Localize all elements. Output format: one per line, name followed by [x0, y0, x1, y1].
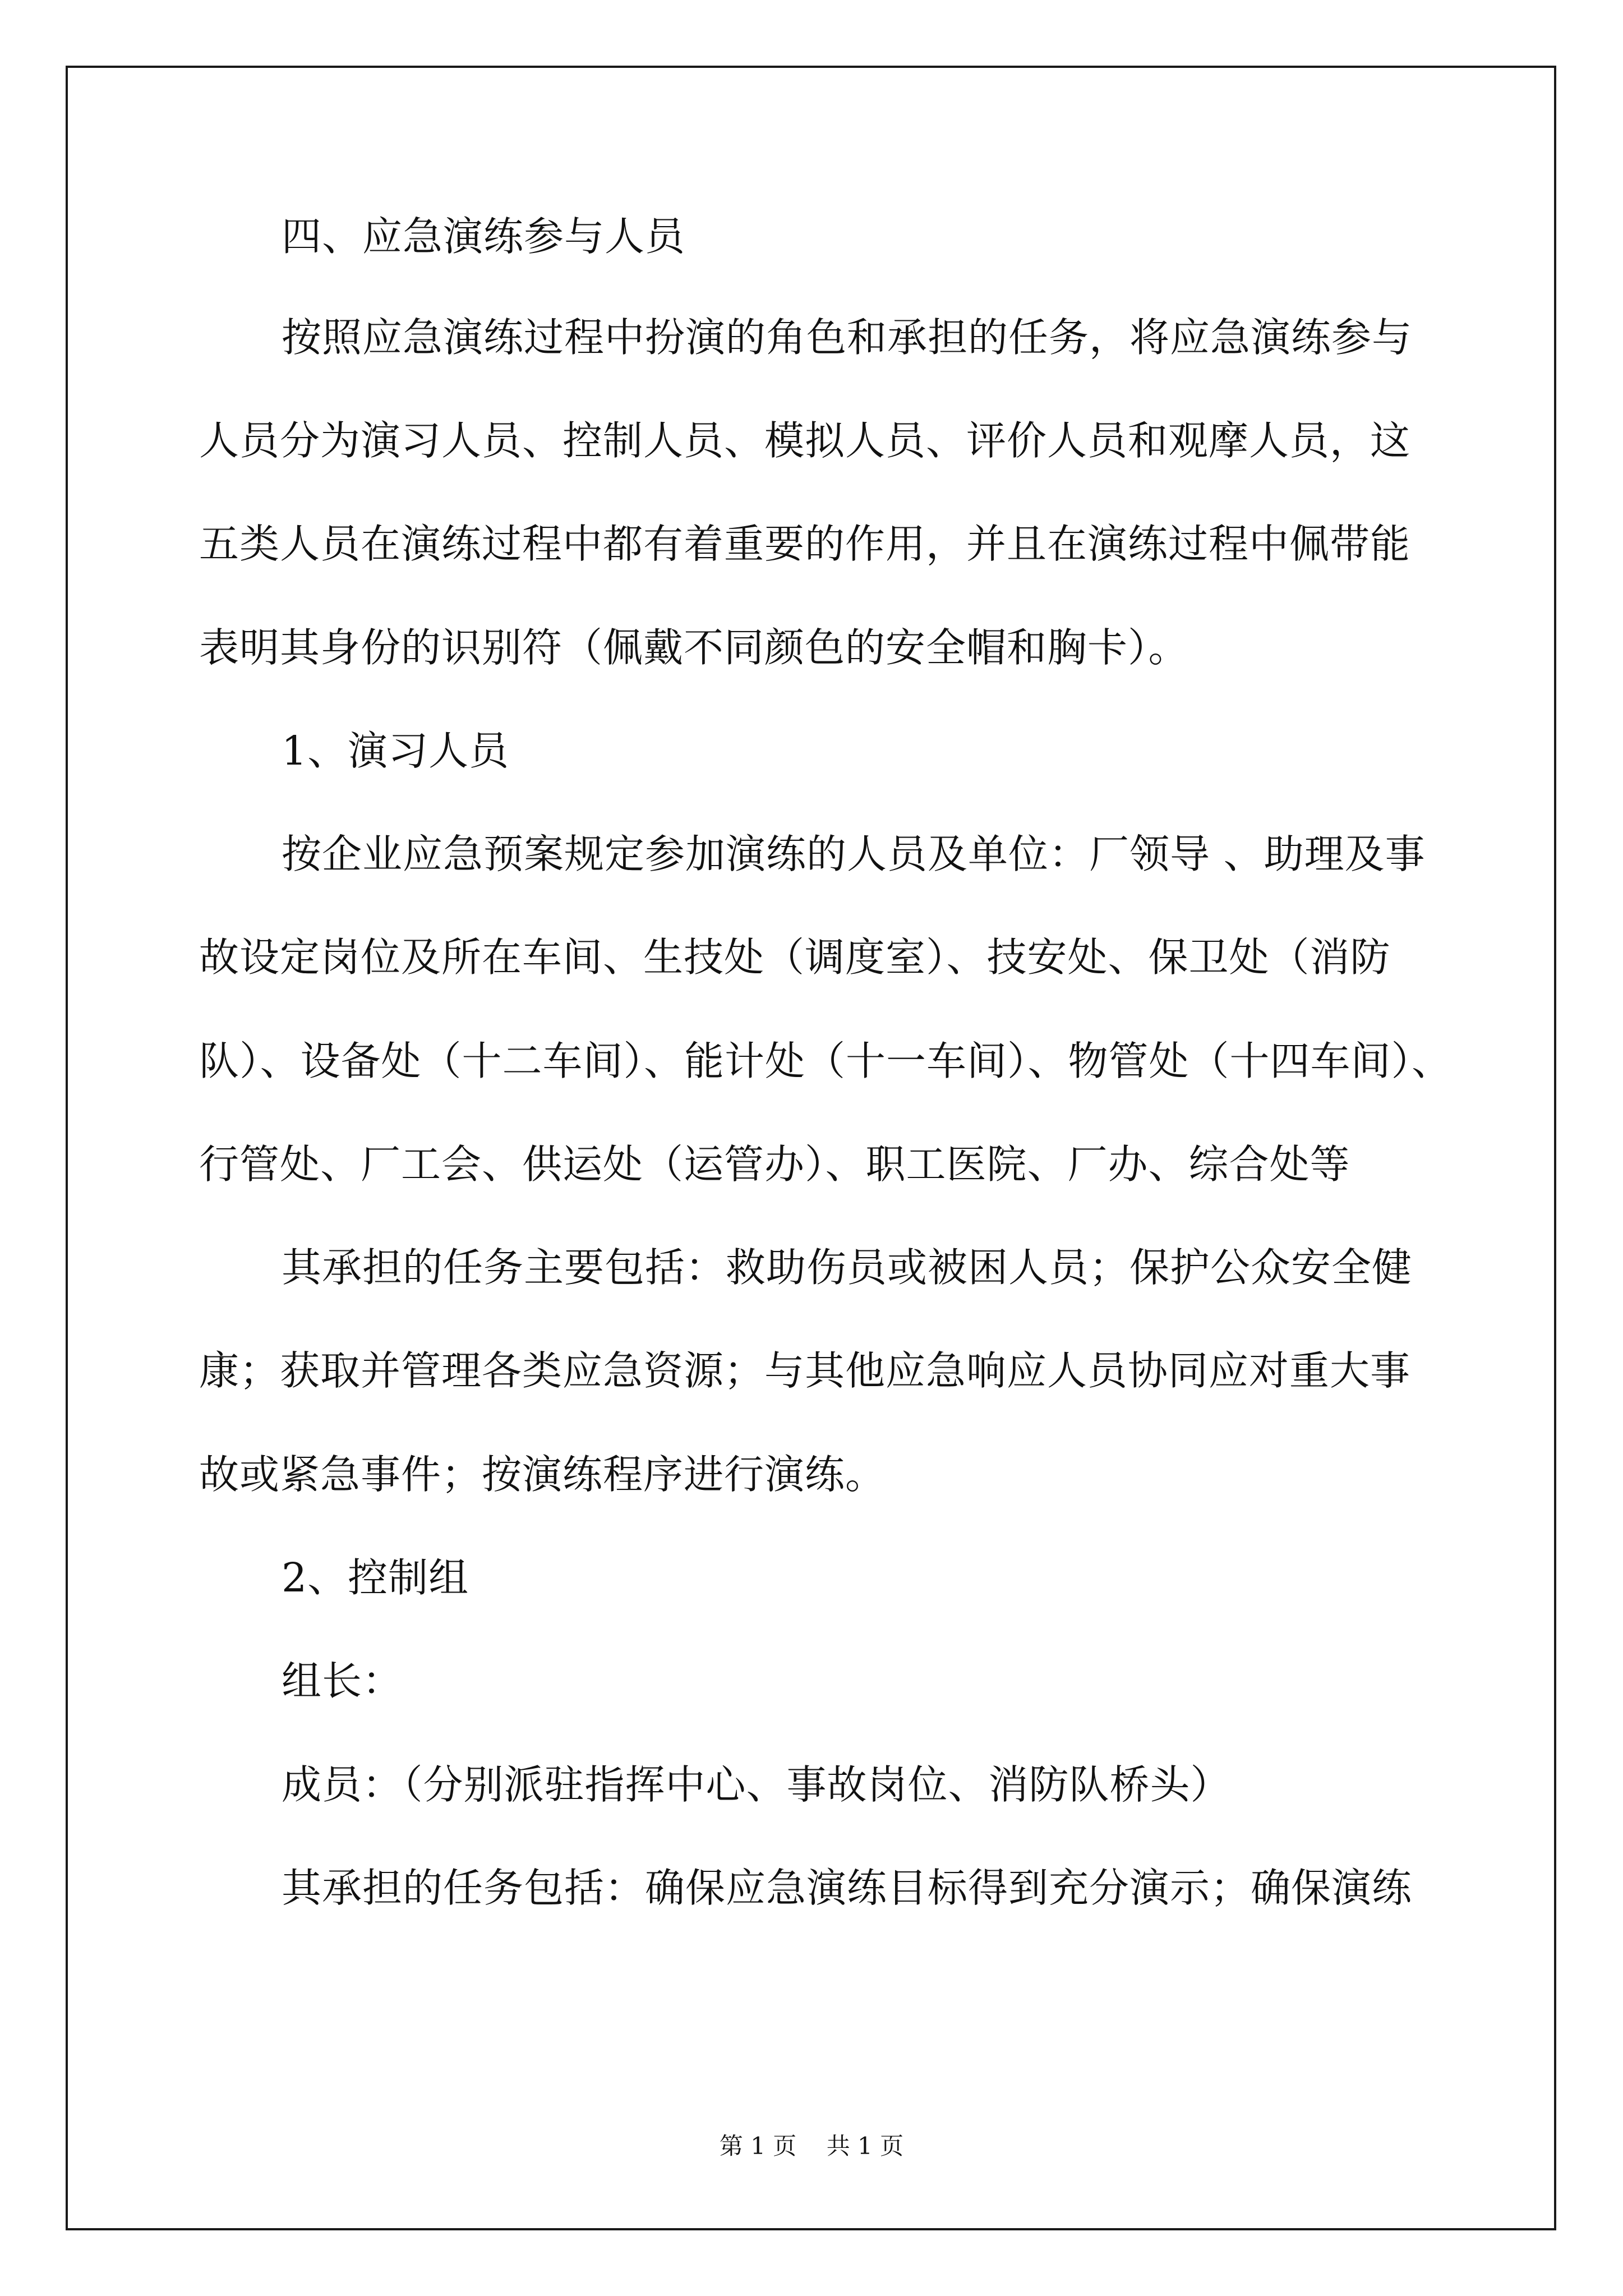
members-line: 成员：（分别派驻指挥中心、事故岗位、消防队桥头）	[282, 1761, 1231, 1808]
paragraph-line: 按企业应急预案规定参加演练的人员及单位：厂领导 、助理及事	[282, 831, 1426, 877]
group-leader-line: 组长：	[282, 1658, 403, 1704]
paragraph-line: 按照应急演练过程中扮演的角色和承担的任务，将应急演练参与	[282, 314, 1413, 361]
paragraph-line: 五类人员在演练过程中都有着重要的作用，并且在演练过程中佩带能	[199, 521, 1411, 567]
paragraph-line: 故设定岗位及所在车间、生技处（调度室）、技安处、保卫处（消防	[199, 934, 1391, 981]
paragraph-line: 表明其身份的识别符（佩戴不同颜色的安全帽和胸卡）。	[199, 624, 1189, 671]
page-footer: 第 1 页 共 1 页	[719, 2132, 904, 2160]
subsection-heading: 2、控制组	[282, 1554, 469, 1601]
paragraph-line: 其承担的任务主要包括：救助伤员或被困人员；保护公众安全健	[282, 1244, 1413, 1291]
paragraph-line: 其承担的任务包括：确保应急演练目标得到充分演示；确保演练	[282, 1865, 1413, 1911]
paragraph-line: 行管处、厂工会、供运处（运管办）、职工医院、厂办、综合处等	[199, 1141, 1350, 1188]
paragraph-line: 故或紧急事件；按演练程序进行演练。	[199, 1451, 886, 1498]
paragraph-line: 人员分为演习人员、控制人员、模拟人员、评价人员和观摩人员，这	[199, 417, 1411, 464]
subsection-heading: 1、演习人员	[282, 728, 510, 774]
paragraph-line: 队）、设备处（十二车间）、能计处（十一车间）、物管处（十四车间）、	[199, 1038, 1453, 1084]
section-heading: 四、应急演练参与人员	[282, 213, 686, 260]
paragraph-line: 康；获取并管理各类应急资源；与其他应急响应人员协同应对重大事	[199, 1347, 1411, 1394]
